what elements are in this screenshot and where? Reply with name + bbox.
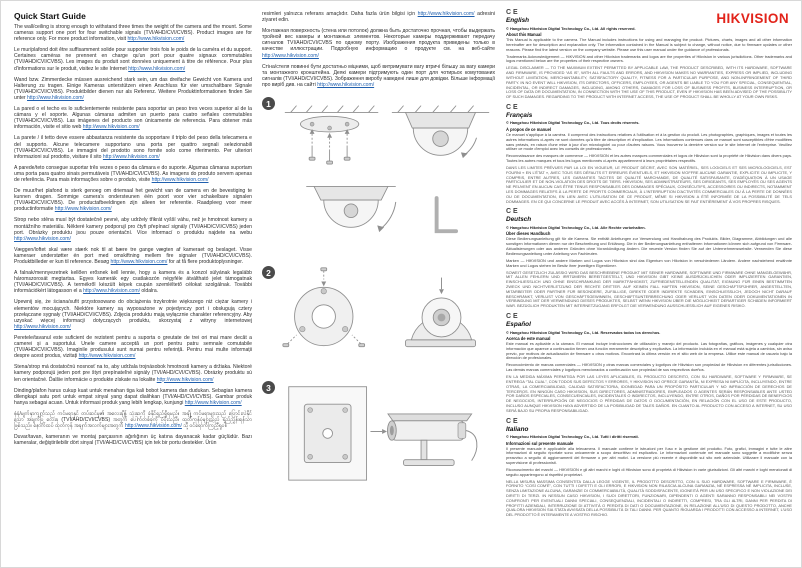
hikvision-link[interactable]: http://www.hikvision.com/ xyxy=(184,399,242,406)
section-header xyxy=(506,104,792,126)
section-french xyxy=(506,104,792,205)
hikvision-link[interactable]: http://www.hikvision.com/ xyxy=(14,323,71,330)
bullet-camera-diagram xyxy=(279,377,495,492)
paragraph-text: Upewnij się, że ściana/sufit przystosowano do obciążenia trzykrotnie większego niż ciężar kamery i elementów mocujących. Niektóre kamery są wyposażone w pojedynczy port i obsługują cztery przełączane sygnały (TVI/AHD/CVI/CVBS). Zdjęcia produktu mają wyłącznie charakter referencyjny. Aby uzyskać więcej informacji dotyczących produktu, skorzystaj z witryny internetowej xyxy=(14,299,252,324)
paragraph-ukrainian xyxy=(262,64,495,88)
paragraph-text: for at få flere produktoplysninger. xyxy=(167,259,244,265)
section-header xyxy=(506,313,792,335)
legal-disclaimer-text: DANS LES LIMITES PRÉVUES PAR LA LOI EN VIGUEUR, LE PRODUIT DÉCRIT, AVEC SON MATÉRIEL, SES LOGICIELS ET SES MICROLOGICIELS, EST FOURNI « EN L'ÉTAT », AVEC TOUS SES DÉFAUTS ET ERREURS ÉVENTUELS, ET HIKVISION N'OFFRE AUCUNE GARANTIE, EXPLICITE OU IMPLICITE, Y COMPRIS, ENTRE AUTRES, LES GARANTIES TACITES DE QUALITÉ MARCHANDE, DE QUALITÉ SATISFAISANTE, D'ADÉQUATION À UN USAGE PARTICULIER ET DE NON-VIOLATION DES DROITS DE TIERS. HIKVISION, SES ADMINISTRATEURS, SES DIRIGEANTS, SES EMPLOYÉS OU SES AGENTS NE PEUVENT EN AUCUN CAS ÊTRE TENUS RESPONSABLES DES DOMMAGES SPÉCIAUX, CONSÉCUTIFS, ACCESSOIRES OU INDIRECTS, NOTAMMENT LES DOMMAGES RELATIFS À LA PERTE DE PROFITS COMMERCIAUX, À L'INTERRUPTION D'ACTIVITÉS COMMERCIALES OU À LA PERTE DE DONNÉES OU DE DOCUMENTATION, EN LIEN AVEC L'UTILISATION DE CE PRODUIT, MÊME SI HIKVISION A ÉTÉ INFORMÉE DE LA POSSIBILITÉ DE TELS DOMMAGES. EN CE QUI CONCERNE LE PRODUIT AVEC ACCÈS À INTERNET, SON UTILISATION SE FAIT ENTIÈREMENT À VOS PROPRES RISQUES. xyxy=(506,165,792,204)
step-number-badge: 3 xyxy=(262,381,275,394)
manual-heading: Informazioni sul presente manuale xyxy=(506,440,574,446)
page-title: Quick Start Guide xyxy=(14,11,86,21)
paragraph-text: နံရံ/မျက်နှာကျက်သည် ကင်မရာနှင့် တပ်ဆင်မှု၏ အလေးချိန် သုံးဆကို ခံနိုင်ရည်ရှိရမည်။ အချို့ ကင်မရာများသည် ပြောင်းလဲနိုင်သော အချက်ပြ လေးခု (TVI/AHD/CVI/CVBS) အတွက် ပေါက်တစ်ခုကို ပံ့ပိုးသည်။ ထုတ်ကုန်ပုံများသည် ရည်ညွှန်းရန်သာ ဖြစ်သည်။ နောက်ထပ် ထုတ်ကုန် အချက်အလက်များအတွက် xyxy=(14,410,252,430)
paragraph-text: Peretele/tavanul este suficient de rezistent pentru a suporta o greutate de trei ori mai mare decât a camerei și a suportului. Unele camere acceptă un port pentru patru semnale comutabile (TVI/AHD/CVI/CVBS). Imaginile produsului sunt numai pentru referință. Pentru mai multe informații despre acest produs, vizitați xyxy=(14,334,252,360)
language-heading: Deutsch xyxy=(506,216,532,224)
trademark-text: Reconnaissance des marques de commerce — HIKVISION et les autres marques commerciales et logos de Hikvision sont la propriété de Hikvision dans divers pays. Toutes les autres marques et tous les logos mentionnés ci-après appartiennent à leurs propriétaires respectifs. xyxy=(506,153,792,164)
paragraph-hungarian xyxy=(14,270,252,294)
paragraph-slovak xyxy=(14,364,252,382)
manual-heading: Acerca de este manual xyxy=(506,336,551,341)
paragraph-text: La parete / il tetto deve essere abbastanza resistente da sopportare il triplo del peso della telecamera e del supporto. Alcune telecamere supportano una porta per quattro segnali selezionabili (TVI/AHD/CVI/CVBS). Le immagini del prodotto sono fornite solo come riferimento. Per ulteriori informazioni sul prodotto, visitare il sito xyxy=(14,135,252,160)
paragraph-german xyxy=(14,77,252,101)
right-column xyxy=(506,9,792,522)
language-heading: Español xyxy=(506,321,531,328)
legal-disclaimer-text: SOWEIT GESETZLICH ZULÄSSIG WIRD DAS BESCHRIEBENE PRODUKT MIT SEINER HARDWARE, SOFTWARE UND FIRMWARE OHNE MÄNGELGEWÄHR, MIT ALLEN FEHLERN UND IRRTÜMERN BEREITGESTELLT, UND HIKVISION GIBT KEINE AUSDRÜCKLICHEN ODER IMPLIZIERTEN GARANTIEN, EINSCHLIESSLICH UND OHNE EINSCHRÄNKUNG DER MARKTFÄHIGKEIT, ZUFRIEDENSTELLENDEN QUALITÄT, EIGNUNG FÜR EINEN BESTIMMTEN ZWECK UND NICHTVERLETZUNG DER RECHTE DRITTER. AUF KEINEN FALL HAFTEN HIKVISION, SEINE GESCHÄFTSFÜHRER, ANGESTELLTEN, MITARBEITER ODER PARTNER FÜR BESONDERE, ZUFÄLLIGE, DIREKTE ODER INDIREKTE SCHÄDEN, EINSCHLIESSLICH, JEDOCH NICHT DARAUF BESCHRÄNKT, VERLUST VON GESCHÄFTSGEWINNEN, GESCHÄFTSUNTERBRECHUNG ODER VERLUST VON DATEN ODER DOKUMENTATIONEN IN VERBINDUNG MIT DER VERWENDUNG DIESES PRODUKTES, SELBST WENN HIKVISION ÜBER DIE MÖGLICHKEIT DERARTIGER SCHÄDEN INFORMIERT WAR. BEZÜGLICH PRODUKTEN MIT INTERNETZUGANG ERFOLGT DIE VERWENDUNG AUSSCHLIESSLICH AUF EIGENES RISIKO. xyxy=(506,269,792,309)
paragraph-text: Strop nebo stěna musí být dostatečně pevné, aby udržely třikrát vyšší váhu, než je hmotnost kamery a montážního materiálu. Některé kamery podporují pro čtyři přepínací signály (TVI/AHD/CVI/CVBS) jeden port. Obrázky produktu jsou pouze orientační. Více informací o produktu najdete na webu xyxy=(14,217,252,236)
hikvision-link[interactable]: http://www.hikvision.com/ xyxy=(151,176,209,183)
ce-mark-icon: CE xyxy=(506,313,520,320)
paragraph-text: A parede/teto consegue suportar três vezes o peso da câmara e do suporte. Algumas câmaras suportam uma porta para quatro sinais permutáveis (TVI/AHD/CVI/CVBS). As imagens do produto servem apenas de referência. Para mais informações sobre o produto, visite xyxy=(14,164,252,183)
manual-text: This Manual is applicable to the camera. The Manual includes instructions for using and managing the product. Pictures, charts, images and all other information hereinafter are for description and explanation only. The information contained in the Manual is subject to change, without notice, due to firmware updates or other reasons. Please find the latest version on the company website. Please use this user manual under the guidance of professionals. xyxy=(506,37,792,52)
hikvision-link[interactable]: http://www.hikvision.com/ xyxy=(102,153,160,160)
section-header xyxy=(506,418,792,440)
paragraph-russian xyxy=(262,28,495,58)
paragraph-text: သို့ ဝင်ရောက်ကြည့်ရှုပါ။ xyxy=(181,423,228,430)
hikvision-link[interactable]: http://www.hikvision.com/ xyxy=(127,36,185,43)
section-german xyxy=(506,208,792,309)
paragraph-text: Duvar/tavan, kameranın ve montaj parçasının ağırlığının üç katına dayanacak kadar güçlüdür. Bazı kameralar, değiştirilebilir dört sinyal (TVI/AHD/CVI/CVBS) için tek bir portu destekler. Ürün xyxy=(14,434,252,447)
trademark-text: Riconoscimento dei marchi — HIKVISION e gli altri marchi e loghi di Hikvision sono di proprietà di Hikvision in varie giurisdizioni. Gli altri marchi e loghi menzionati di seguito appartengono ai rispettivi proprietari. xyxy=(506,466,792,477)
paragraph-text: adresini ziyaret edin. xyxy=(262,11,495,24)
hikvision-link[interactable]: http://www.hikvision.com/ xyxy=(262,52,319,59)
trademark-text: Trademarks Acknowledgement — HIKVISION and other Hikvision trademarks and logos are the properties of Hikvision in various jurisdictions. Other trademarks and logos mentioned below are the properties of their respective owners. xyxy=(506,53,792,64)
paragraph-burmese xyxy=(14,411,252,429)
copyright-line: © Hangzhou Hikvision Digital Technology Co., Ltd. Alle Rechte vorbehalten. xyxy=(506,224,646,230)
paragraph-czech xyxy=(14,217,252,241)
middle-column xyxy=(262,11,495,498)
step-number-badge: 1 xyxy=(262,97,275,110)
hikvision-link[interactable]: http://www.hikvision.com/ xyxy=(417,11,475,17)
paragraph-text: Стіна/стеля повинні бути достатньо міцними, щоб витримувати вагу втричі більшу за вагу камери та монтажного кронштейна. Деякі камери підтримують один порт для чотирьох комутованих сигналів (TVI/AHD/CVI/CVBS). Зображення виробу наведені лише для довідки. Більше інформації про виріб див. на сайті xyxy=(262,63,495,88)
manual-heading: About this Manual xyxy=(506,32,542,37)
paragraph-text: Le mur/plafond doit être suffisamment solide pour supporter trois fois le poids de la caméra et du support. Certaines caméras ne prennent en charge qu'un port pour quatre signaux commutables (TVI/AHD/CVI/CVBS). Les images du produit sont données uniquement à titre de référence. Pour plus d'informations sur le produit, visitez le site Internet xyxy=(14,47,252,72)
paragraph-turkish xyxy=(14,434,252,446)
dome-mounting-illustration xyxy=(279,93,495,256)
hikvision-link[interactable]: http://www.hikvision.com/ xyxy=(14,235,71,242)
paragraph-text: resimleri yalnızca referans amaçlıdır. Daha fazla ürün bilgisi için xyxy=(262,11,418,17)
bullet-mounting-illustration xyxy=(279,377,495,492)
hikvision-link[interactable]: http://www.hikvision.com/ xyxy=(27,94,84,101)
dome-camera-diagram xyxy=(279,93,495,256)
manual-heading: Über dieses Handbuch xyxy=(506,231,551,237)
hikvision-link[interactable]: http://www.hikvision.com/ xyxy=(317,81,375,88)
paragraph-dutch xyxy=(14,188,252,212)
installation-steps xyxy=(262,93,495,492)
manual-text: Ce manuel s'applique à la caméra. Il comprend des instructions relatives à l'utilisation et à la gestion du produit. Les photographies, graphiques, images et toutes les autres informations ci-après ne sont données qu'à titre de description et d'explication. Les informations contenues dans ce manuel sont susceptibles d'être modifiées sans préavis, en raison d'une mise à jour d'un micrologiciel ou pour d'autres raisons. Vous trouverez la dernière version sur le site Internet de l'entreprise. Veuillez utiliser ce mode d'emploi avec les conseils de professionnels. xyxy=(506,131,792,152)
turret-camera-diagram xyxy=(279,262,495,371)
language-heading: English xyxy=(506,17,530,24)
hikvision-logo: HIKVISION xyxy=(716,11,789,26)
section-header xyxy=(506,9,792,31)
section-english xyxy=(506,9,792,100)
paragraph-romanian xyxy=(14,335,252,359)
legal-disclaimer-text: EN LA MEDIDA MÁXIMA PERMITIDA POR LAS LEYES APLICABLES, EL PRODUCTO DESCRITO, CON SU HARDWARE, SOFTWARE Y FIRMWARE, SE ENTREGA “TAL CUAL”, CON TODOS SUS DEFECTOS Y ERRORES, Y HIKVISION NO OFRECE GARANTÍA, NI EXPRESA NI IMPLÍCITA, INCLUYENDO, ENTRE OTRAS, LA COMERCIABILIDAD, CALIDAD SATISFACTORIA, IDONEIDAD PARA UN PROPÓSITO PARTICULAR Y NO INFRACCIÓN DE DERECHOS DE TERCEROS. EN NINGÚN CASO HIKVISION, SUS DIRECTORES, ADMINISTRADORES, EMPLEADOS O AGENTES SERÁN RESPONSABLES ANTE USTED POR DAÑOS ESPECIALES, CONSECUENCIALES, INCIDENTALES O INDIRECTOS, INCLUYENDO, ENTRE OTROS, DAÑOS POR PÉRDIDAS DE BENEFICIOS DE NEGOCIOS, INTERRUPCIÓN DE NEGOCIOS O PÉRDIDAS DE DATOS O DOCUMENTACIÓN, EN RELACIÓN CON EL USO DE ESTE PRODUCTO, INCLUSO AUNQUE HIKVISION HAYA ADVERTIDO DE LA POSIBILIDAD DE TALES DAÑOS. EN CUANTO AL PRODUCTO CON ACCESO A INTERNET, SU USO SERÁ BAJO SU PROPIA RESPONSABILIDAD. xyxy=(506,374,792,413)
paragraph-polish xyxy=(14,299,252,329)
copyright-line: © Hangzhou Hikvision Digital Technology Co., Ltd. Tous droits réservés. xyxy=(506,120,640,126)
ce-mark-icon: CE xyxy=(506,417,520,425)
language-heading: Italiano xyxy=(506,425,529,433)
manual-text: Diese Bedienungsanleitung gilt für die Kamera. Sie enthält Anleitungen zur Verwendung und Handhabung des Produkts. Bilder, Diagramme, Abbildungen und alle sonstigen Informationen dienen nur der Beschreibung und Erklärung. Die in der Bedienungsanleitung enthaltenen Informationen können sich aufgrund von Firmware-Aktualisierungen oder aus anderen Gründen ohne Vorankündigung ändern. Die neueste Version finden Sie auf der Unternehmenswebsite. Verwenden Sie diese Bedienungsanleitung unter Anleitung von Fachleuten. xyxy=(506,236,792,256)
hikvision-link[interactable]: http://www.hikvision.com/ xyxy=(54,206,112,213)
paragraph-text: La pared o el techo es lo suficientemente resistente para soportar un peso tres veces superior al de la cámara y el soporte. Algunas cámaras admiten un puerto para cuatro señales conmutables (TVI/AHD/CVI/CVBS). Las imágenes del producto son únicamente de referencia. Para obtener más información, visite el sitio web xyxy=(14,106,252,131)
paragraph-french xyxy=(14,47,252,71)
paragraph-spanish xyxy=(14,106,252,130)
ce-mark-icon: CE xyxy=(506,9,520,16)
trademark-text: Marken — HIKVISION und andere Marken und Logos von Hikvision sind das Eigentum von Hikvision in verschiedenen Ländern. Andere nachstehend erwähnte Marken und Logos stehen im Besitz ihrer jeweiligen Eigentümer. xyxy=(506,257,792,268)
section-italian xyxy=(506,418,792,519)
paragraph-english xyxy=(14,24,252,42)
paragraph-text: Монтажная поверхность (стена или потолок) должна быть достаточно прочная, чтобы выдержать тройной вес камеры и монтажных элементов. Некоторые камеры поддерживают передачу сигналов TVI/AHD/CVI/CVBS по одному порту. Изображения продукта приведены только в качестве иллюстрации. Подробную информацию о продукте см. на веб-сайте xyxy=(262,28,495,53)
paragraph-text: A falnak/mennyezetnek kellően erősnek kell lennie, hogy a kamera és a konzol súlyának legalább háromszorosát megtartsa. Egyes kamerák egy csatlakozón négyféle átváltható jelet támogatnak (TVI/AHD/CVI/CVBS). A termékről készült képek csupán szemléltető célokat szolgálnak. További információkért látogasson el a xyxy=(14,270,252,295)
paragraph-danish xyxy=(14,247,252,265)
paragraph-turkish-continued xyxy=(262,11,495,23)
installation-step-1 xyxy=(262,93,495,256)
paragraph-portuguese xyxy=(14,165,252,183)
installation-step-2 xyxy=(262,262,495,371)
legal-disclaimer-text: NELLA MISURA MASSIMA CONSENTITA DALLA LEGGE VIGENTE, IL PRODOTTO DESCRITTO, CON IL SUO HARDWARE, SOFTWARE E FIRMWARE, È FORNITO “COSÌ COM'È”, CON TUTTI I DIFETTI E GLI ERRORI, E HIKVISION NON RILASCIA ALCUNA GARANZIA, NÉ ESPRESSA NÉ IMPLICITA, INCLUSE, SENZA LIMITAZIONE ALCUNA, GARANZIE DI COMMERCIABILITÀ, QUALITÀ SODDISFACENTE, IDONEITÀ PER UN USO SPECIFICO E NON VIOLAZIONE DEI DIRITTI DI TERZI. IN NESSUN CASO HIKVISION, I SUOI DIRETTORI, FUNZIONARI, DIPENDENTI O AGENTI SARANNO RESPONSABILI NEI VOSTRI CONFRONTI PER EVENTUALI DANNI SPECIALI, CONSEQUENZIALI, INCIDENTALI O INDIRETTI, COMPRESI, TRA GLI ALTRI, DANNI PER PERDITA DI PROFITTI AZIENDALI, INTERRUZIONE DI ATTIVITÀ O PERDITA DI DATI O DOCUMENTAZIONE, IN RELAZIONE ALL'USO DI QUESTO PRODOTTO, ANCHE QUALORA HIKVISION SIA STATA AVVISATA DELLA POSSIBILITÀ DI TALI DANNI. PER QUANTO RIGUARDA I PRODOTTI CON ACCESSO A INTERNET, L'USO DEL PRODOTTO È INTERAMENTE A VOSTRO RISCHIO. xyxy=(506,478,792,518)
copyright-line: © Hangzhou Hikvision Digital Technology Co., Ltd. Tutti i diritti riservati. xyxy=(506,434,639,440)
turret-mounting-illustration xyxy=(279,262,495,371)
hikvision-link[interactable]: http://www.hikvision.com/ xyxy=(156,376,214,383)
paragraph-text: Stena/strop má dostatočnú nosnosť na to, aby udržala trojnásobok hmotnosti kamery a držiaka. Niektoré kamery podporujú jeden port pre štyri prepínateľné signály (TVI/AHD/CVI/CVBS). Obrázky produktu sú len orientačné. Ďalšie informácie o produkte získate na lokalite xyxy=(14,364,252,383)
hikvision-link[interactable]: http://www.hikvision.com/ xyxy=(125,423,182,430)
hikvision-link[interactable]: http://www.hikvision.com/ xyxy=(110,259,168,265)
legal-disclaimer-text: LEGAL DISCLAIMER — TO THE MAXIMUM EXTENT PERMITTED BY APPLICABLE LAW, THE PRODUCT DESCRIBED, WITH ITS HARDWARE, SOFTWARE AND FIRMWARE, IS PROVIDED “AS IS”, WITH ALL FAULTS AND ERRORS, AND HIKVISION MAKES NO WARRANTIES, EXPRESS OR IMPLIED, INCLUDING WITHOUT LIMITATION, MERCHANTABILITY, SATISFACTORY QUALITY, FITNESS FOR A PARTICULAR PURPOSE, AND NON-INFRINGEMENT OF THIRD PARTY. IN NO EVENT WILL HIKVISION, ITS DIRECTORS, OFFICERS, EMPLOYEES, OR AGENTS BE LIABLE TO YOU FOR ANY SPECIAL, CONSEQUENTIAL, INCIDENTAL, OR INDIRECT DAMAGES, INCLUDING, AMONG OTHERS, DAMAGES FOR LOSS OF BUSINESS PROFITS, BUSINESS INTERRUPTION, OR LOSS OF DATA OR DOCUMENTATION, IN CONNECTION WITH THE USE OF THIS PRODUCT, EVEN IF HIKVISION HAS BEEN ADVISED OF THE POSSIBILITY OF SUCH DAMAGES. REGARDING TO THE PRODUCT WITH INTERNET ACCESS, THE USE OF PRODUCT SHALL BE WHOLLY AT YOUR OWN RISKS. xyxy=(506,65,792,100)
left-column xyxy=(14,11,252,451)
hikvision-link[interactable]: http://www.hikvision.com/ xyxy=(78,353,136,360)
paragraph-text: De muur/het plafond is sterk genoeg om driemaal het gewicht van de camera en de bevestiging te kunnen dragen. Sommige camera's ondersteunen één poort voor vier schakelbare signalen (TVI/AHD/CVI/CVBS). De productafbeeldingen zijn alleen ter referentie. Raadpleeg voor meer productinformatie xyxy=(14,188,252,213)
copyright-line: © Hangzhou Hikvision Digital Technology Co., Ltd. All rights reserved. xyxy=(506,25,636,31)
paragraph-indonesian xyxy=(14,388,252,406)
paragraph-text: Dinding/plafon harus cukup kuat untuk menahan tiga kali bobot kamera dan dudukan. Sebagian kamera dilengkapi satu port untuk empat sinyal yang dapat dialihkan (TVI/AHD/CVI/CVBS). Gambar produk hanya sebagai acuan. Untuk informasi produk yang lebih lengkap, kunjungi xyxy=(14,387,252,406)
language-heading: Français xyxy=(506,111,533,119)
hikvision-link[interactable]: http://www.hikvision.com/ xyxy=(82,124,140,131)
hikvision-link[interactable]: http://www.hikvision.com/ xyxy=(83,288,140,295)
paragraph-text: oldalra. xyxy=(140,288,159,295)
copyright-line: © Hangzhou Hikvision Digital Technology Co., Ltd. Reservados todos los derechos. xyxy=(506,329,661,335)
paragraph-text: The wall/ceiling is strong enough to withstand three times the weight of the camera and the mount. Some cameras support one port for four switchable signals (TVI/AHD/CVI/CVBS). Product images are for reference only. For more product information, visit xyxy=(14,24,252,43)
section-spanish xyxy=(506,313,792,414)
manual-heading: À propos de ce manuel xyxy=(506,126,552,132)
manual-text: Este manual es aplicable a la cámara. El manual incluye instrucciones de utilización y manejo del producto. Las fotografías, gráficos, imágenes y cualquier otra información que aparece a continuación tienen una función meramente descriptiva y explicativa. La información incluida en el manual está sujeta a cambios, sin aviso previo, por motivos de actualización de firmware u otros motivos. Encontrará la última versión en el sitio web de la empresa. Utilice este manual de usuario bajo la dirección de profesionales. xyxy=(506,341,792,361)
installation-step-3 xyxy=(262,377,495,492)
manual-text: Il presente manuale è applicabile alla telecamera. Il manuale contiene le istruzioni per l'uso e la gestione del prodotto. Foto, grafici, immagini e tutte le altre informazioni di seguito riportate sono unicamente a scopo descrittivo ed esplicativo. Le informazioni contenute nel manuale sono soggette a modifiche senza preavviso a seguito di aggiornamenti del firmware o per altri motivi. La versione più recente è disponibile sul sito web aziendale. Utilizzare il manuale con la supervisione di professionisti. xyxy=(506,445,792,465)
paragraph-text: Wand bzw. Zimmerdecke müssen ausreichend stark sein, um das dreifache Gewicht von Kamera und Halterung zu tragen. Einige Kameras unterstützen einen Anschluss für vier umschaltbare Signale (TVI/AHD/CVI/CVBS). Produktbilder dienen nur als Referenz. Weitere Produktinformationen finden Sie unter xyxy=(14,76,252,101)
paragraph-text: Væggen/loftet skal være stærk nok til at bære tre gange vægten af kameraet og beslaget. Visse kameraer understøtter én port med omskiftning mellem fire signaler (TVI/AHD/CVI/CVBS). Produktbilleder er kun til reference. Besøg xyxy=(14,246,252,265)
trademark-text: Reconocimiento de marcas comerciales — HIKVISION y otras marcas comerciales y logotipos de Hikvision son propiedad de Hikvision en diferentes jurisdicciones. Las demás marcas comerciales y logotipos mencionados a continuación son propiedad de sus respectivos dueños. xyxy=(506,362,792,373)
section-header xyxy=(506,208,792,230)
paragraph-italian xyxy=(14,135,252,159)
hikvision-link[interactable]: http://www.hikvision.com/ xyxy=(128,65,186,72)
ce-mark-icon: CE xyxy=(506,103,520,111)
ce-mark-icon: CE xyxy=(506,208,520,216)
step-number-badge: 2 xyxy=(262,266,275,279)
